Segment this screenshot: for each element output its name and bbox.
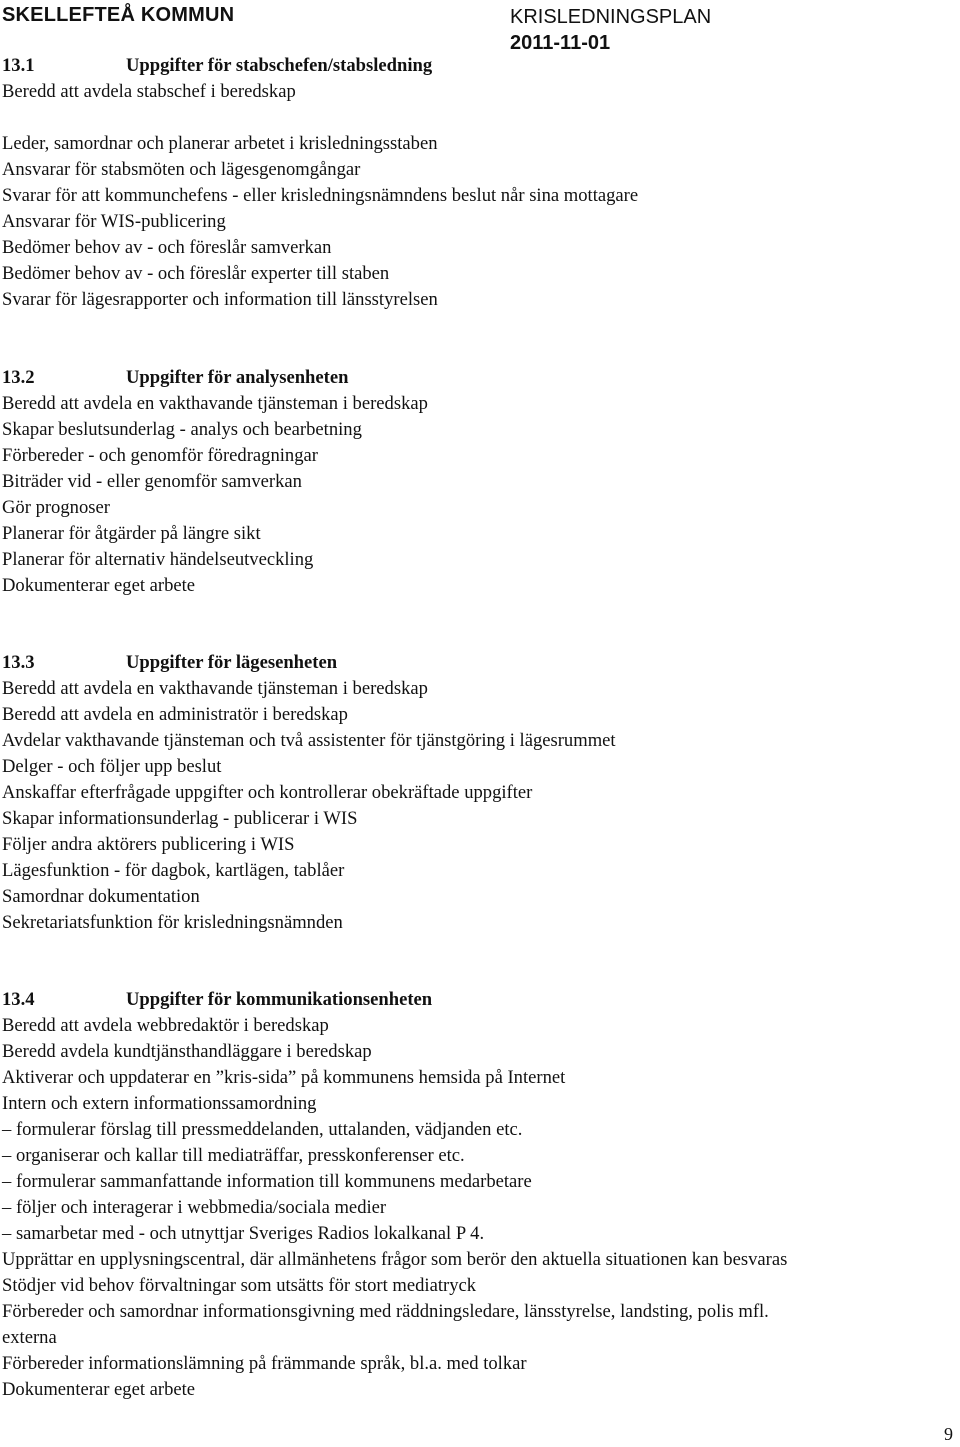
document-title: KRISLEDNINGSPLAN	[510, 6, 712, 28]
section-number: 13.1	[2, 55, 35, 76]
document-date: 2011-11-01	[510, 32, 611, 54]
section-title: Uppgifter för kommunikationsenheten	[126, 989, 433, 1010]
document-header	[510, 4, 711, 56]
list-item: Förbereder informationslämning på främmande språk, bl.a. med tolkar	[2, 1353, 527, 1374]
list-item: Planerar för åtgärder på längre sikt	[2, 523, 261, 544]
list-item: Sekretariatsfunktion för krisledningsnämnden	[2, 912, 343, 933]
section-heading	[2, 987, 957, 1013]
section-heading	[2, 650, 957, 676]
list-item: Skapar beslutsunderlag - analys och bearbetning	[2, 419, 362, 440]
list-item: – organiserar och kallar till mediaträffar, presskonferenser etc.	[2, 1145, 465, 1166]
list-item: Bedömer behov av - och föreslår samverkan	[2, 237, 332, 258]
list-item: Delger - och följer upp beslut	[2, 756, 222, 777]
section-title: Uppgifter för stabschefen/stabsledning	[126, 55, 433, 76]
list-item: externa	[2, 1327, 57, 1348]
section-number: 13.2	[2, 367, 35, 388]
list-item: Följer andra aktörers publicering i WIS	[2, 834, 295, 855]
section-13-3	[2, 650, 957, 936]
section-13-2	[2, 365, 957, 599]
organization-name: SKELLEFTEÅ KOMMUN	[2, 4, 235, 26]
list-item: – samarbetar med - och utnyttjar Sveriges Radios lokalkanal P 4.	[2, 1223, 485, 1244]
section-13-4	[2, 987, 957, 1403]
section-title: Uppgifter för lägesenheten	[126, 652, 338, 673]
section-heading	[2, 53, 957, 79]
list-item: Leder, samordnar och planerar arbetet i krisledningsstaben	[2, 133, 438, 154]
list-item: Avdelar vakthavande tjänsteman och två assistenter för tjänstgöring i lägesrummet	[2, 730, 616, 751]
list-item: Stödjer vid behov förvaltningar som utsätts för stort mediatryck	[2, 1275, 477, 1296]
list-item: Upprättar en upplysningscentral, där allmänhetens frågor som berör den aktuella situationen kan besvaras	[2, 1249, 788, 1270]
list-item: Svarar för lägesrapporter och information till länsstyrelsen	[2, 289, 438, 310]
list-item: Lägesfunktion - för dagbok, kartlägen, tablåer	[2, 860, 345, 881]
list-item: Beredd att avdela en vakthavande tjänsteman i beredskap	[2, 678, 428, 699]
list-item: Förbereder - och genomför föredragningar	[2, 445, 318, 466]
list-item: Anskaffar efterfrågade uppgifter och kontrollerar obekräftade uppgifter	[2, 782, 533, 803]
list-item: Beredd att avdela webbredaktör i beredskap	[2, 1015, 329, 1036]
list-item: – följer och interagerar i webbmedia/sociala medier	[2, 1197, 387, 1218]
list-item: Dokumenterar eget arbete	[2, 575, 196, 596]
list-item: – formulerar förslag till pressmeddelanden, uttalanden, vädjanden etc.	[2, 1119, 523, 1140]
list-item: Samordnar dokumentation	[2, 886, 200, 907]
list-item: Planerar för alternativ händelseutveckling	[2, 549, 314, 570]
list-item: Gör prognoser	[2, 497, 110, 518]
list-item: Ansvarar för WIS-publicering	[2, 211, 226, 232]
section-heading	[2, 365, 957, 391]
list-item: Dokumenterar eget arbete	[2, 1379, 196, 1400]
list-item: Beredd att avdela en vakthavande tjänsteman i beredskap	[2, 393, 428, 414]
list-item: Förbereder och samordnar informationsgivning med räddningsledare, länsstyrelse, landsting, polis mfl.	[2, 1301, 769, 1322]
section-number: 13.3	[2, 652, 35, 673]
list-item: Skapar informationsunderlag - publicerar i WIS	[2, 808, 358, 829]
section-intro: Beredd att avdela stabschef i beredskap	[2, 81, 296, 102]
list-item: Svarar för att kommunchefens - eller krisledningsnämndens beslut når sina mottagare	[2, 185, 639, 206]
section-13-1	[2, 53, 957, 313]
page-number: 9	[944, 1424, 953, 1444]
section-title: Uppgifter för analysenheten	[126, 367, 349, 388]
spacer	[2, 105, 957, 131]
list-item: Aktiverar och uppdaterar en ”kris-sida” på kommunens hemsida på Internet	[2, 1067, 566, 1088]
list-item: – formulerar sammanfattande information till kommunens medarbetare	[2, 1171, 532, 1192]
list-item: Beredd avdela kundtjänsthandläggare i beredskap	[2, 1041, 372, 1062]
list-item: Intern och extern informationssamordning	[2, 1093, 317, 1114]
section-number: 13.4	[2, 989, 35, 1010]
list-item: Beredd att avdela en administratör i beredskap	[2, 704, 348, 725]
list-item: Bedömer behov av - och föreslår experter till staben	[2, 263, 390, 284]
list-item: Ansvarar för stabsmöten och lägesgenomgångar	[2, 159, 361, 180]
list-item: Biträder vid - eller genomför samverkan	[2, 471, 302, 492]
